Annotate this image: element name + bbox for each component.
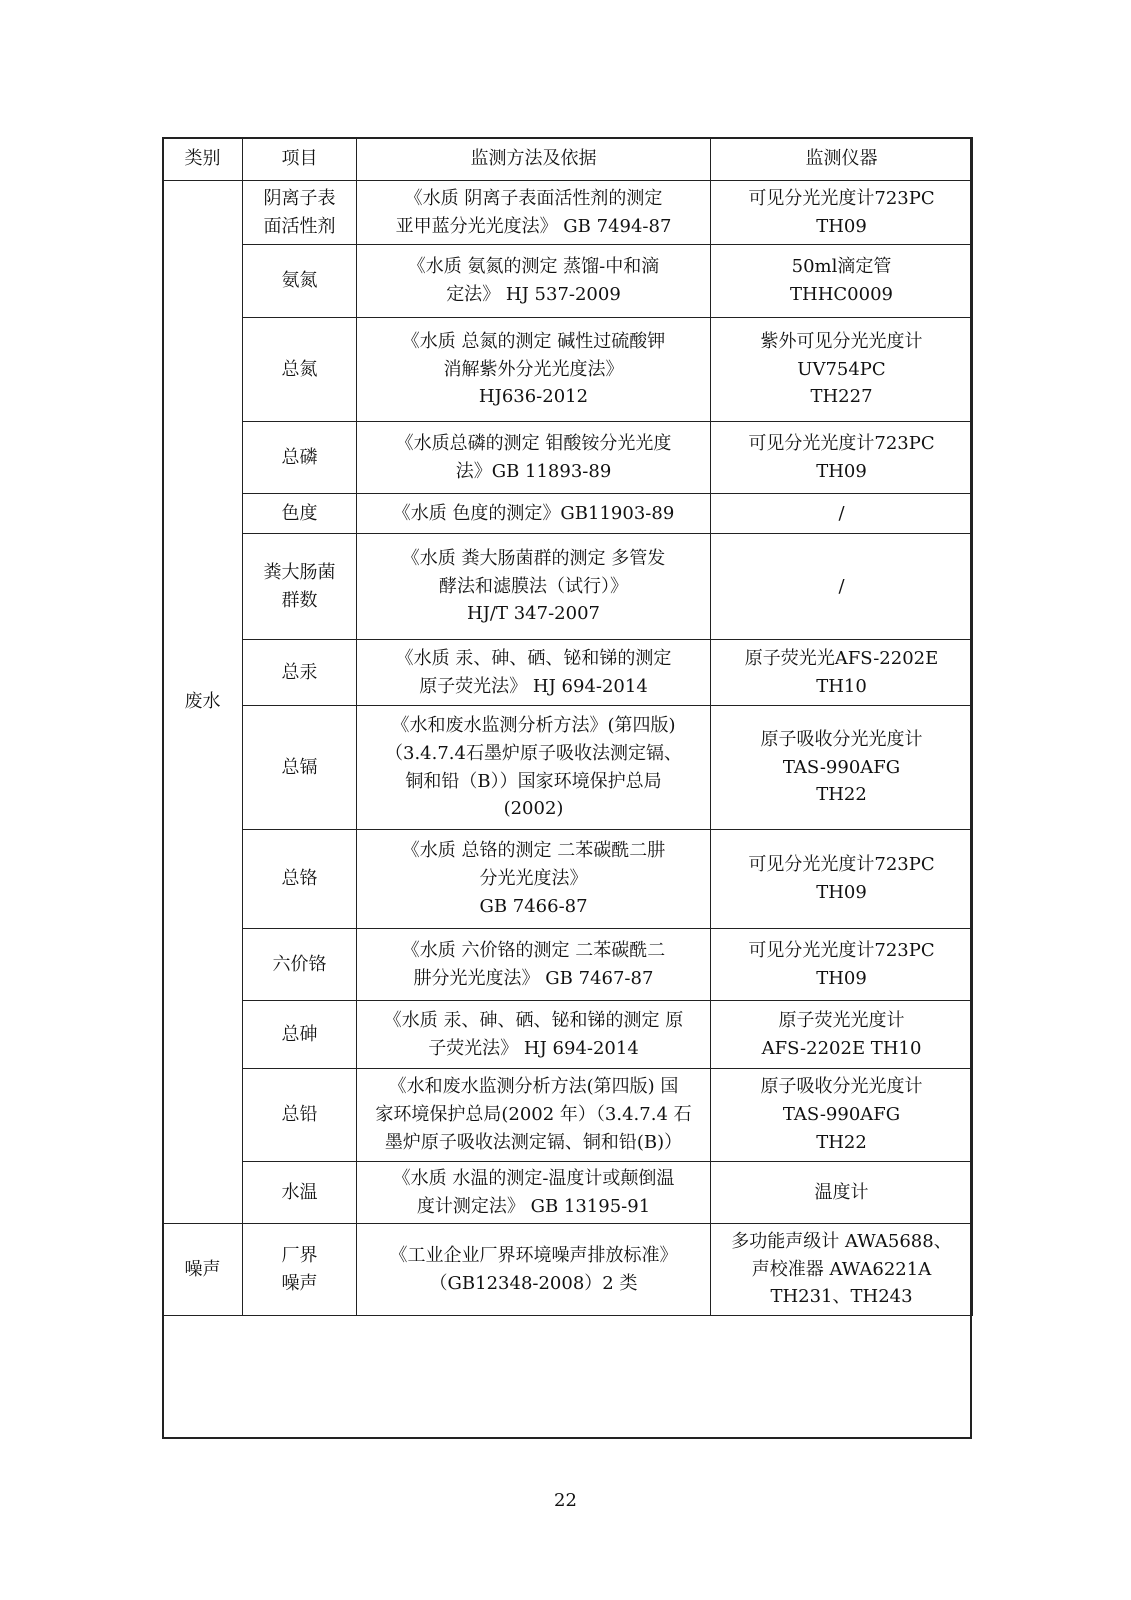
method-cell-line: 《工业企业厂界环境噪声排放标准》	[389, 1244, 678, 1266]
header-instrument: 监测仪器	[711, 138, 973, 181]
item-cell-line: 总镉	[281, 756, 318, 778]
method-cell	[357, 318, 711, 422]
instrument-cell-line: 温度计	[814, 1181, 869, 1203]
instrument-cell-line: TH09	[816, 215, 867, 237]
instrument-cell-line: 多功能声级计 AWA5688、	[731, 1230, 952, 1252]
method-cell-line: HJ636-2012	[478, 386, 589, 408]
table-row	[163, 1001, 973, 1069]
method-cell-line: 度计测定法》 GB 13195-91	[416, 1195, 651, 1217]
item-cell	[243, 245, 357, 318]
instrument-cell-line: 50ml滴定管	[791, 256, 892, 278]
header-item: 项目	[243, 138, 357, 181]
instrument-cell	[711, 245, 973, 318]
instrument-cell-line: THHC0009	[790, 284, 893, 305]
table-row	[163, 318, 973, 422]
item-cell-line: 氨氮	[281, 270, 318, 292]
page-number: 22	[554, 1490, 577, 1511]
method-cell-line: 《水和废水监测分析方法》(第四版)	[391, 714, 676, 736]
instrument-cell-line: TH231、TH243	[770, 1286, 913, 1308]
category-cell-noise: 噪声	[163, 1224, 243, 1316]
method-cell	[357, 245, 711, 318]
method-cell	[357, 830, 711, 929]
method-cell	[357, 929, 711, 1001]
table-row	[163, 640, 973, 706]
category-cell-wastewater: 废水	[163, 181, 243, 1224]
method-cell	[357, 1001, 711, 1069]
item-cell	[243, 534, 357, 640]
table-row	[163, 1224, 973, 1316]
instrument-cell	[711, 318, 973, 422]
method-cell-line: （GB12348-2008）2 类	[429, 1272, 638, 1294]
method-cell-line: 《水质 氨氮的测定 蒸馏-中和滴	[407, 256, 660, 278]
instrument-cell-line: 紫外可见分光光度计	[760, 330, 923, 352]
header-category: 类别	[163, 138, 243, 181]
instrument-cell-line: 原子荧光光度计	[778, 1009, 905, 1031]
instrument-cell	[711, 422, 973, 494]
instrument-cell-line: 声校准器 AWA6221A	[751, 1258, 932, 1280]
instrument-cell-line: 原子吸收分光光度计	[760, 1076, 923, 1098]
instrument-cell-line: 可见分光光度计723PC	[748, 432, 935, 454]
instrument-cell-line: /	[838, 575, 845, 597]
item-cell	[243, 1001, 357, 1069]
header-method: 监测方法及依据	[357, 138, 711, 181]
item-cell-line: 六价铬	[272, 953, 327, 975]
instrument-cell-line: TH227	[810, 386, 873, 408]
method-cell-line: 《水和废水监测分析方法(第四版) 国	[388, 1076, 679, 1098]
item-cell-line: 总砷	[281, 1023, 318, 1045]
instrument-cell-line: TH09	[816, 882, 867, 903]
method-cell	[357, 1224, 711, 1316]
table-row	[163, 534, 973, 640]
table-row	[163, 1069, 973, 1162]
method-cell-line: 家环境保护总局(2002 年）（3.4.7.4 石	[375, 1104, 692, 1126]
table-row	[163, 245, 973, 318]
instrument-cell	[711, 1224, 973, 1316]
table-row	[163, 1162, 973, 1224]
method-cell	[357, 1069, 711, 1162]
method-cell-line: 肼分光光度法》 GB 7467-87	[413, 967, 654, 989]
method-cell-line: 亚甲蓝分光光度法》 GB 7494-87	[395, 215, 672, 237]
item-cell	[243, 1162, 357, 1224]
method-cell-line: 《水质 阴离子表面活性剂的测定	[404, 187, 663, 209]
method-cell	[357, 706, 711, 830]
item-cell-line: 粪大肠菌	[263, 561, 336, 583]
item-cell-line: 色度	[281, 502, 318, 524]
item-cell	[243, 494, 357, 534]
instrument-cell	[711, 1162, 973, 1224]
method-cell-line: 酵法和滤膜法（试行）》	[439, 575, 628, 597]
instrument-cell-line: 可见分光光度计723PC	[748, 939, 935, 961]
method-cell-line: 《水质 总氮的测定 碱性过硫酸钾	[401, 330, 666, 352]
item-cell-line: 总铬	[281, 868, 318, 890]
instrument-cell-line: 原子吸收分光光度计	[760, 728, 923, 750]
item-cell-line: 总磷	[281, 446, 318, 468]
instrument-cell-line: 可见分光光度计723PC	[748, 854, 935, 876]
instrument-cell-line: TH09	[816, 967, 867, 989]
method-cell	[357, 422, 711, 494]
table-row	[163, 422, 973, 494]
item-cell	[243, 422, 357, 494]
instrument-cell-line: AFS-2202E TH10	[761, 1037, 922, 1059]
instrument-cell	[711, 181, 973, 245]
item-cell	[243, 929, 357, 1001]
method-cell-line: 分光光度法》	[479, 868, 588, 890]
item-cell-line: 水温	[281, 1181, 318, 1203]
method-cell	[357, 494, 711, 534]
method-cell-line: 《水质 汞、砷、硒、铋和锑的测定	[395, 647, 672, 669]
method-cell-line: GB 7466-87	[479, 895, 588, 917]
item-cell-line: 面活性剂	[263, 215, 336, 237]
instrument-cell-line: UV754PC	[797, 358, 886, 380]
item-cell-line: 噪声	[281, 1272, 318, 1294]
method-cell-line: 《水质总磷的测定 钼酸铵分光光度	[395, 432, 672, 454]
method-cell-line: 消解紫外分光光度法》	[443, 358, 624, 380]
instrument-cell-line: TAS-990AFG	[782, 1104, 901, 1126]
method-cell-line: 《水质 色度的测定》GB11903-89	[392, 502, 675, 524]
instrument-cell	[711, 1001, 973, 1069]
item-cell-line: 总氮	[281, 358, 318, 380]
method-cell	[357, 534, 711, 640]
method-cell-line: 《水质 汞、砷、硒、铋和锑的测定 原	[383, 1009, 684, 1031]
item-cell-line: 阴离子表	[263, 187, 336, 209]
instrument-cell	[711, 534, 973, 640]
method-cell-line: 《水质 水温的测定-温度计或颠倒温	[392, 1167, 675, 1189]
monitoring-table	[162, 137, 973, 1316]
item-cell	[243, 640, 357, 706]
item-cell	[243, 181, 357, 245]
item-cell-line: 厂界	[281, 1244, 318, 1266]
instrument-cell-line: TH10	[816, 675, 867, 697]
method-cell-line: （3.4.7.4石墨炉原子吸收法测定镉、	[385, 742, 682, 764]
instrument-cell	[711, 830, 973, 929]
item-cell-line: 总铅	[281, 1104, 318, 1126]
method-cell-line: 定法》 HJ 537-2009	[446, 284, 621, 305]
instrument-cell-line: /	[838, 502, 845, 524]
method-cell-line: 子荧光法》 HJ 694-2014	[428, 1037, 639, 1059]
method-cell	[357, 640, 711, 706]
instrument-cell-line: TH09	[816, 460, 867, 482]
item-cell	[243, 830, 357, 929]
method-cell-line: 《水质 总铬的测定 二苯碳酰二肼	[401, 840, 666, 862]
instrument-cell-line: TH22	[816, 1131, 867, 1153]
method-cell-line: (2002)	[503, 798, 564, 820]
instrument-cell	[711, 929, 973, 1001]
instrument-cell-line: 可见分光光度计723PC	[748, 187, 935, 209]
method-cell-line: 法》GB 11893-89	[455, 460, 612, 482]
method-cell-line: 《水质 六价铬的测定 二苯碳酰二	[401, 939, 666, 961]
item-cell-line: 总汞	[281, 661, 318, 683]
table-header-row	[163, 138, 973, 181]
instrument-cell-line: TH22	[816, 784, 867, 806]
table-row	[163, 830, 973, 929]
instrument-cell	[711, 706, 973, 830]
table-row	[163, 181, 973, 245]
item-cell	[243, 706, 357, 830]
method-cell-line: 原子荧光法》 HJ 694-2014	[419, 675, 648, 697]
item-cell	[243, 1224, 357, 1316]
method-cell	[357, 181, 711, 245]
table-row	[163, 494, 973, 534]
method-cell-line: 铜和铅（B））国家环境保护总局	[405, 770, 662, 792]
item-cell	[243, 1069, 357, 1162]
instrument-cell	[711, 494, 973, 534]
table-row	[163, 706, 973, 830]
instrument-cell-line: TAS-990AFG	[782, 756, 901, 778]
method-cell-line: 《水质 粪大肠菌群的测定 多管发	[401, 547, 666, 569]
method-cell	[357, 1162, 711, 1224]
method-cell-line: HJ/T 347-2007	[467, 603, 600, 625]
instrument-cell	[711, 640, 973, 706]
item-cell	[243, 318, 357, 422]
table-row	[163, 929, 973, 1001]
instrument-cell-line: 原子荧光光AFS-2202E	[744, 647, 939, 669]
instrument-cell	[711, 1069, 973, 1162]
method-cell-line: 墨炉原子吸收法测定镉、铜和铅(B)）	[384, 1131, 683, 1153]
item-cell-line: 群数	[281, 589, 318, 611]
